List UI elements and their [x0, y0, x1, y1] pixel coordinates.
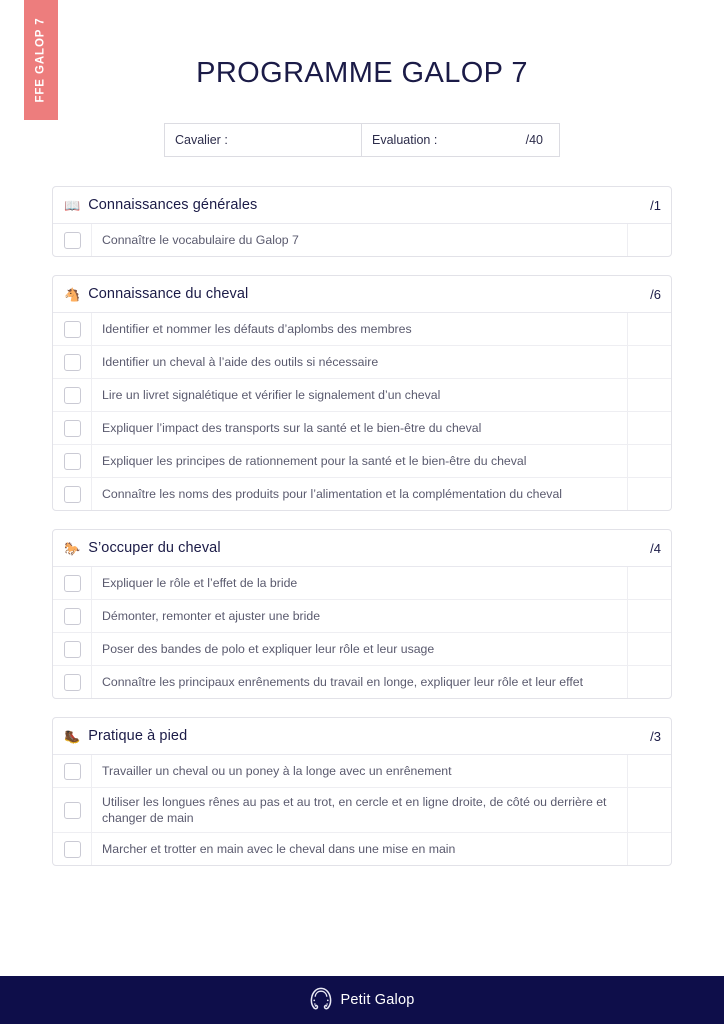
skill-mark-cell[interactable]: [627, 567, 671, 599]
skill-checkbox-cell[interactable]: [53, 755, 91, 787]
skill-label: Connaître les noms des produits pour l’alimentation et la complémentation du cheval: [91, 478, 627, 510]
program-section: [52, 529, 672, 699]
skill-label: Expliquer le rôle et l’effet de la bride: [91, 567, 627, 599]
skill-checkbox-cell[interactable]: [53, 379, 91, 411]
page-title: PROGRAMME GALOP 7: [196, 57, 528, 90]
section-header-main: [53, 728, 627, 744]
skill-mark-cell[interactable]: [627, 833, 671, 865]
skill-label: Poser des bandes de polo et expliquer leur rôle et leur usage: [91, 633, 627, 665]
section-header-main: [53, 197, 627, 213]
skill-label: Connaître le vocabulaire du Galop 7: [91, 224, 627, 256]
section-max-score: /4: [650, 540, 661, 556]
rider-field[interactable]: [165, 124, 362, 156]
skill-mark-cell[interactable]: [627, 313, 671, 345]
section-header-main: [53, 540, 627, 556]
skill-mark-cell[interactable]: [627, 788, 671, 832]
skill-checkbox-cell[interactable]: [53, 567, 91, 599]
skill-label: Démonter, remonter et ajuster une bride: [91, 600, 627, 632]
skill-checkbox[interactable]: [64, 232, 81, 249]
skill-checkbox-cell[interactable]: [53, 445, 91, 477]
program-section: [52, 186, 672, 257]
evaluation-label: Evaluation :: [372, 133, 438, 147]
skill-checkbox[interactable]: [64, 763, 81, 780]
horse-icon: 🐎: [64, 540, 81, 556]
skill-checkbox[interactable]: [64, 802, 81, 819]
identification-row: [164, 123, 560, 157]
skill-label: Marcher et trotter en main avec le cheval dans une mise en main: [91, 833, 627, 865]
skill-checkbox-cell[interactable]: [53, 666, 91, 698]
skill-label: Lire un livret signalétique et vérifier le signalement d’un cheval: [91, 379, 627, 411]
skill-mark-cell[interactable]: [627, 600, 671, 632]
skill-row: [53, 445, 671, 478]
evaluation-field[interactable]: [362, 124, 559, 156]
section-header: [53, 530, 671, 567]
skill-label: Expliquer l’impact des transports sur la santé et le bien-être du cheval: [91, 412, 627, 444]
skill-checkbox[interactable]: [64, 387, 81, 404]
skill-label: Connaître les principaux enrênements du travail en longe, expliquer leur rôle et leur effet: [91, 666, 627, 698]
skill-mark-cell[interactable]: [627, 666, 671, 698]
skill-checkbox-cell[interactable]: [53, 313, 91, 345]
section-max-score: /1: [650, 197, 661, 213]
skill-checkbox-cell[interactable]: [53, 633, 91, 665]
skill-checkbox[interactable]: [64, 321, 81, 338]
horseshoe-icon: [310, 986, 332, 1015]
program-section: [52, 275, 672, 511]
skill-mark-cell[interactable]: [627, 379, 671, 411]
skill-checkbox[interactable]: [64, 354, 81, 371]
skill-checkbox[interactable]: [64, 674, 81, 691]
skill-row: [53, 224, 671, 256]
footer-bar: [0, 976, 724, 1024]
hiking-boot-icon: 🥾: [64, 728, 81, 744]
galop-level-badge-label: FFE GALOP 7: [35, 17, 47, 103]
section-header: [53, 276, 671, 313]
skill-checkbox-cell[interactable]: [53, 412, 91, 444]
skill-label: Travailler un cheval ou un poney à la longe avec un enrênement: [91, 755, 627, 787]
rider-label: Cavalier :: [175, 133, 228, 147]
skill-mark-cell[interactable]: [627, 224, 671, 256]
open-book-icon: 📖: [64, 197, 81, 213]
skill-row: [53, 600, 671, 633]
skill-row: [53, 567, 671, 600]
skill-checkbox[interactable]: [64, 453, 81, 470]
section-title: Pratique à pied: [88, 728, 188, 744]
skill-row: [53, 412, 671, 445]
skill-checkbox[interactable]: [64, 420, 81, 437]
program-sections: [52, 186, 672, 884]
skill-mark-cell[interactable]: [627, 478, 671, 510]
skill-row: [53, 313, 671, 346]
section-header: [53, 718, 671, 755]
section-header-main: [53, 286, 627, 302]
skill-row: [53, 633, 671, 666]
skill-mark-cell[interactable]: [627, 412, 671, 444]
skill-mark-cell[interactable]: [627, 445, 671, 477]
skill-row: [53, 478, 671, 510]
skill-mark-cell[interactable]: [627, 633, 671, 665]
skill-label: Identifier et nommer les défauts d’aplombs des membres: [91, 313, 627, 345]
skill-row: [53, 755, 671, 788]
skill-checkbox[interactable]: [64, 841, 81, 858]
skill-row: [53, 379, 671, 412]
skill-checkbox-cell[interactable]: [53, 346, 91, 378]
skill-checkbox-cell[interactable]: [53, 833, 91, 865]
skill-mark-cell[interactable]: [627, 755, 671, 787]
section-title: Connaissances générales: [88, 197, 258, 213]
section-title: Connaissance du cheval: [88, 286, 249, 302]
skill-label: Expliquer les principes de rationnement pour la santé et le bien-être du cheval: [91, 445, 627, 477]
horse-face-icon: 🐴: [64, 286, 81, 302]
skill-checkbox-cell[interactable]: [53, 224, 91, 256]
section-header: [53, 187, 671, 224]
skill-checkbox[interactable]: [64, 608, 81, 625]
section-title: S’occuper du cheval: [88, 540, 221, 556]
skill-checkbox-cell[interactable]: [53, 478, 91, 510]
skill-label: Identifier un cheval à l’aide des outils si nécessaire: [91, 346, 627, 378]
section-max-score: /3: [650, 728, 661, 744]
skill-row: [53, 346, 671, 379]
skill-checkbox[interactable]: [64, 575, 81, 592]
skill-mark-cell[interactable]: [627, 346, 671, 378]
skill-checkbox[interactable]: [64, 641, 81, 658]
brand-name: Petit Galop: [340, 992, 415, 1008]
skill-checkbox-cell[interactable]: [53, 600, 91, 632]
skill-row: [53, 833, 671, 865]
skill-label: Utiliser les longues rênes au pas et au trot, en cercle et en ligne droite, de côté ou derrière et changer de main: [91, 788, 627, 832]
skill-row: [53, 788, 671, 833]
evaluation-max-score: /40: [525, 133, 543, 147]
skill-checkbox-cell[interactable]: [53, 788, 91, 832]
section-max-score: /6: [650, 286, 661, 302]
program-section: [52, 717, 672, 866]
skill-row: [53, 666, 671, 698]
skill-checkbox[interactable]: [64, 486, 81, 503]
